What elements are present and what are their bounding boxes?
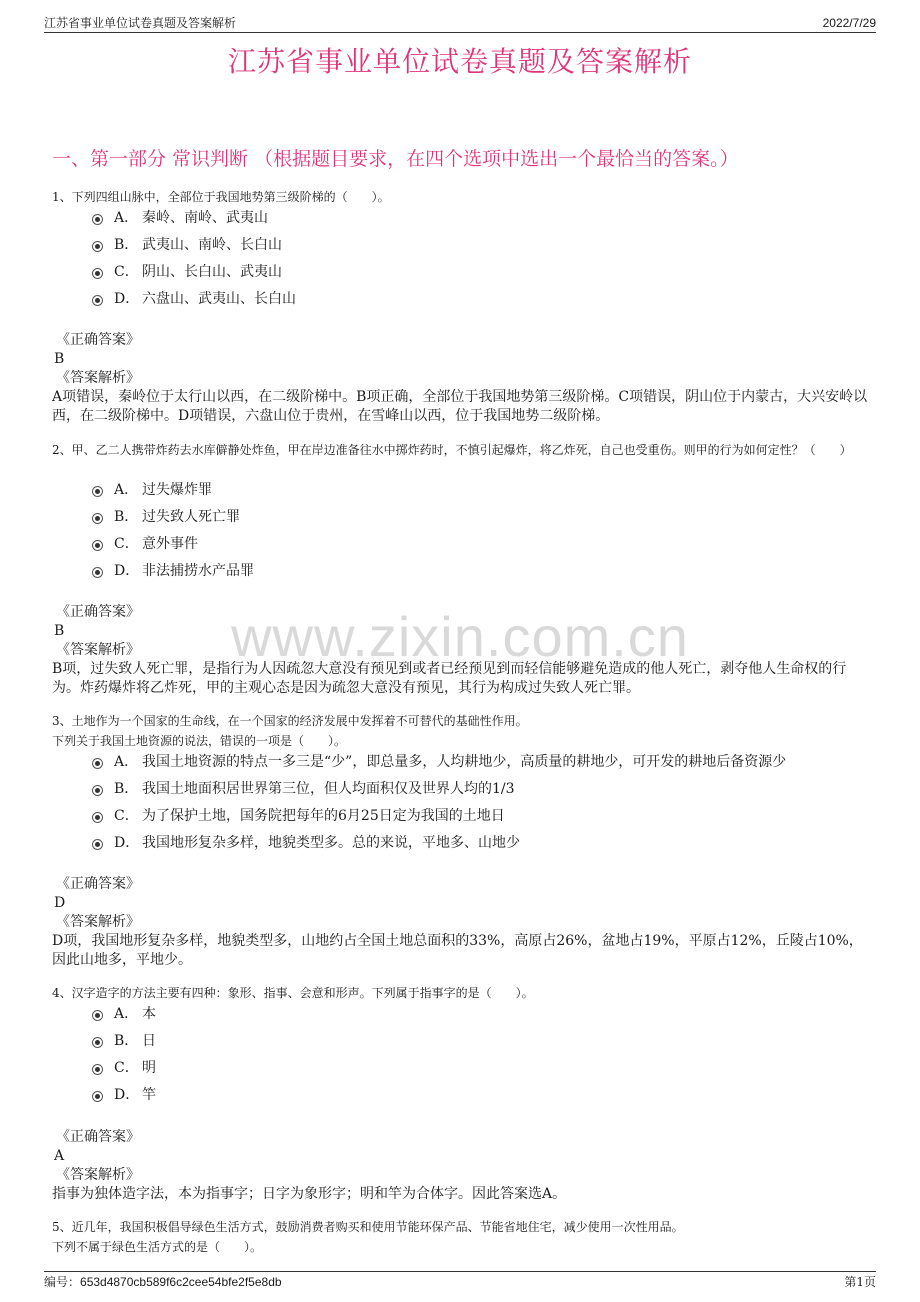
question-2-stem: 2、甲、乙二人携带炸药去水库僻静处炸鱼，甲在岸边准备往水中掷炸药时，不慎引起爆炸，将乙炸死，自己也受重伤。则甲的行为如何定性？（ ） [52,443,852,457]
option-c[interactable] [92,261,872,288]
question-5-stem-line-1: 5、近几年，我国积极倡导绿色生活方式，鼓励消费者购买和使用节能环保产品、节能省地住宅，减少使用一次性用品。 [52,1220,684,1234]
option-letter: B． [114,1033,139,1049]
page-header [44,14,876,33]
question-1-stem: 1、下列四组山脉中，全部位于我国地势第三级阶梯的（ ）。 [52,190,390,204]
explanation-text: 指事为独体造字法，本为指事字；日字为象形字；明和竿为合体字。因此答案选A。 [52,1186,567,1202]
question-3-answer-block [52,875,872,970]
radio-icon[interactable] [92,1064,103,1075]
option-a[interactable] [92,479,872,506]
question-2-answer-block [52,603,872,698]
radio-icon[interactable] [92,268,103,279]
option-text: 我国地形复杂多样，地貌类型多。总的来说，平地多、山地少 [142,835,520,851]
question-3-stem-line-2: 下列关于我国土地资源的说法，错误的一项是（ ）。 [52,734,347,748]
option-a[interactable] [92,1003,872,1030]
correct-answer: B [54,351,65,367]
option-letter: C． [114,808,139,824]
document-id-code: 653d4870cb589f6c2cee54bfe2f5e8db [80,1275,282,1289]
radio-icon[interactable] [92,1037,103,1048]
question-3-stem-line-1: 3、土地作为一个国家的生命线，在一个国家的经济发展中发挥着不可替代的基础性作用。 [52,714,528,728]
question-2-options [92,479,872,587]
radio-icon[interactable] [92,540,103,551]
document-title: 江苏省事业单位试卷真题及答案解析 [227,45,692,78]
answer-label: 《正确答案》 [56,604,140,620]
option-text: 为了保护土地，国务院把每年的6月25日定为我国的土地日 [142,808,505,824]
radio-icon[interactable] [92,241,103,252]
option-b[interactable] [92,506,872,533]
option-c[interactable] [92,533,872,560]
radio-icon[interactable] [92,486,103,497]
watermark: www.zixin.com.cn [231,605,689,668]
option-letter: B． [114,781,139,797]
option-text: 阴山、长白山、武夷山 [142,264,282,280]
document-id-label: 编号： [44,1275,81,1289]
radio-icon[interactable] [92,513,103,524]
option-text: 秦岭、南岭、武夷山 [142,210,268,226]
option-b[interactable] [92,234,872,261]
option-d[interactable] [92,832,872,859]
option-text: 我国土地资源的特点一多三是“少”，即总量多，人均耕地少，高质量的耕地少，可开发的耕地后备资源少 [142,754,787,770]
correct-answer: A [54,1148,65,1164]
header-doc-name: 江苏省事业单位试卷真题及答案解析 [44,16,237,30]
option-letter: A． [114,210,139,226]
option-text: 本 [142,1006,156,1022]
option-letter: D． [114,291,140,307]
page-number: 第1页 [844,1275,876,1289]
option-letter: D． [114,563,140,579]
question-1-options [92,207,872,315]
question-1-answer-block [52,331,872,426]
radio-icon[interactable] [92,785,103,796]
explanation-text: D项，我国地形复杂多样，地貌类型多，山地约占全国土地总面积的33%，高原占26%，盆地占19%，平原占12%，丘陵占10%，因此山地多，平地少。 [52,933,863,968]
option-b[interactable] [92,1030,872,1057]
correct-answer: D [54,895,66,911]
explanation-label: 《答案解析》 [56,914,140,930]
option-letter: C． [114,264,139,280]
radio-icon[interactable] [92,1010,103,1021]
question-4-answer-block [52,1128,872,1204]
radio-icon[interactable] [92,839,103,850]
option-text: 我国土地面积居世界第三位，但人均面积仅及世界人均的1/3 [142,781,515,797]
option-letter: A． [114,482,139,498]
question-4-options [92,1003,872,1111]
option-a[interactable] [92,751,872,778]
option-letter: C． [114,536,139,552]
correct-answer: B [54,623,65,639]
option-a[interactable] [92,207,872,234]
option-text: 非法捕捞水产品罪 [142,563,254,579]
option-text: 过失爆炸罪 [142,482,212,498]
explanation-text: B项，过失致人死亡罪，是指行为人因疏忽大意没有预见到或者已经预见到而轻信能够避免造成的他人死亡，剥夺他人生命权的行为。炸药爆炸将乙炸死，甲的主观心态是因为疏忽大意没有预见，其行为构成过失致人死亡罪。 [52,661,847,696]
radio-icon[interactable] [92,758,103,769]
question-5-stem-line-2: 下列不属于绿色生活方式的是（ ）。 [52,1240,263,1254]
explanation-label: 《答案解析》 [56,370,140,386]
option-letter: A． [114,1006,139,1022]
option-d[interactable] [92,1084,872,1111]
option-text: 竿 [142,1087,156,1103]
document-id [44,1273,282,1291]
explanation-label: 《答案解析》 [56,1167,140,1183]
answer-label: 《正确答案》 [56,876,140,892]
option-letter: D． [114,1087,140,1103]
option-text: 武夷山、南岭、长白山 [142,237,282,253]
option-text: 意外事件 [142,536,198,552]
answer-label: 《正确答案》 [56,332,140,348]
option-d[interactable] [92,288,872,315]
explanation-text: A项错误，秦岭位于太行山以西，在二级阶梯中。B项正确，全部位于我国地势第三级阶梯。C项错误，阴山位于内蒙古，大兴安岭以西，在二级阶梯中。D项错误，六盘山位于贵州，在雪峰山以西，位于我国地势二级阶梯。 [52,389,868,424]
option-text: 日 [142,1033,156,1049]
option-text: 过失致人死亡罪 [142,509,240,525]
radio-icon[interactable] [92,812,103,823]
radio-icon[interactable] [92,295,103,306]
question-5-stem [52,1217,872,1257]
header-date: 2022/7/29 [822,16,876,30]
option-b[interactable] [92,778,872,805]
option-letter: A． [114,754,139,770]
option-letter: C． [114,1060,139,1076]
question-4-stem: 4、汉字造字的方法主要有四种：象形、指事、会意和形声。下列属于指事字的是（ ）。 [52,986,534,1000]
answer-label: 《正确答案》 [56,1129,140,1145]
section-heading: 一、第一部分 常识判断 （根据题目要求，在四个选项中选出一个最恰当的答案。） [52,148,739,170]
question-3-stem [52,711,872,751]
option-text: 明 [142,1060,156,1076]
radio-icon[interactable] [92,214,103,225]
page-footer [44,1271,876,1290]
question-3-options [92,751,872,859]
option-letter: B． [114,509,139,525]
radio-icon[interactable] [92,567,103,578]
radio-icon[interactable] [92,1091,103,1102]
explanation-label: 《答案解析》 [56,642,140,658]
option-text: 六盘山、武夷山、长白山 [142,291,296,307]
option-d[interactable] [92,560,872,587]
option-letter: B． [114,237,139,253]
option-c[interactable] [92,1057,872,1084]
option-c[interactable] [92,805,872,832]
option-letter: D． [114,835,140,851]
